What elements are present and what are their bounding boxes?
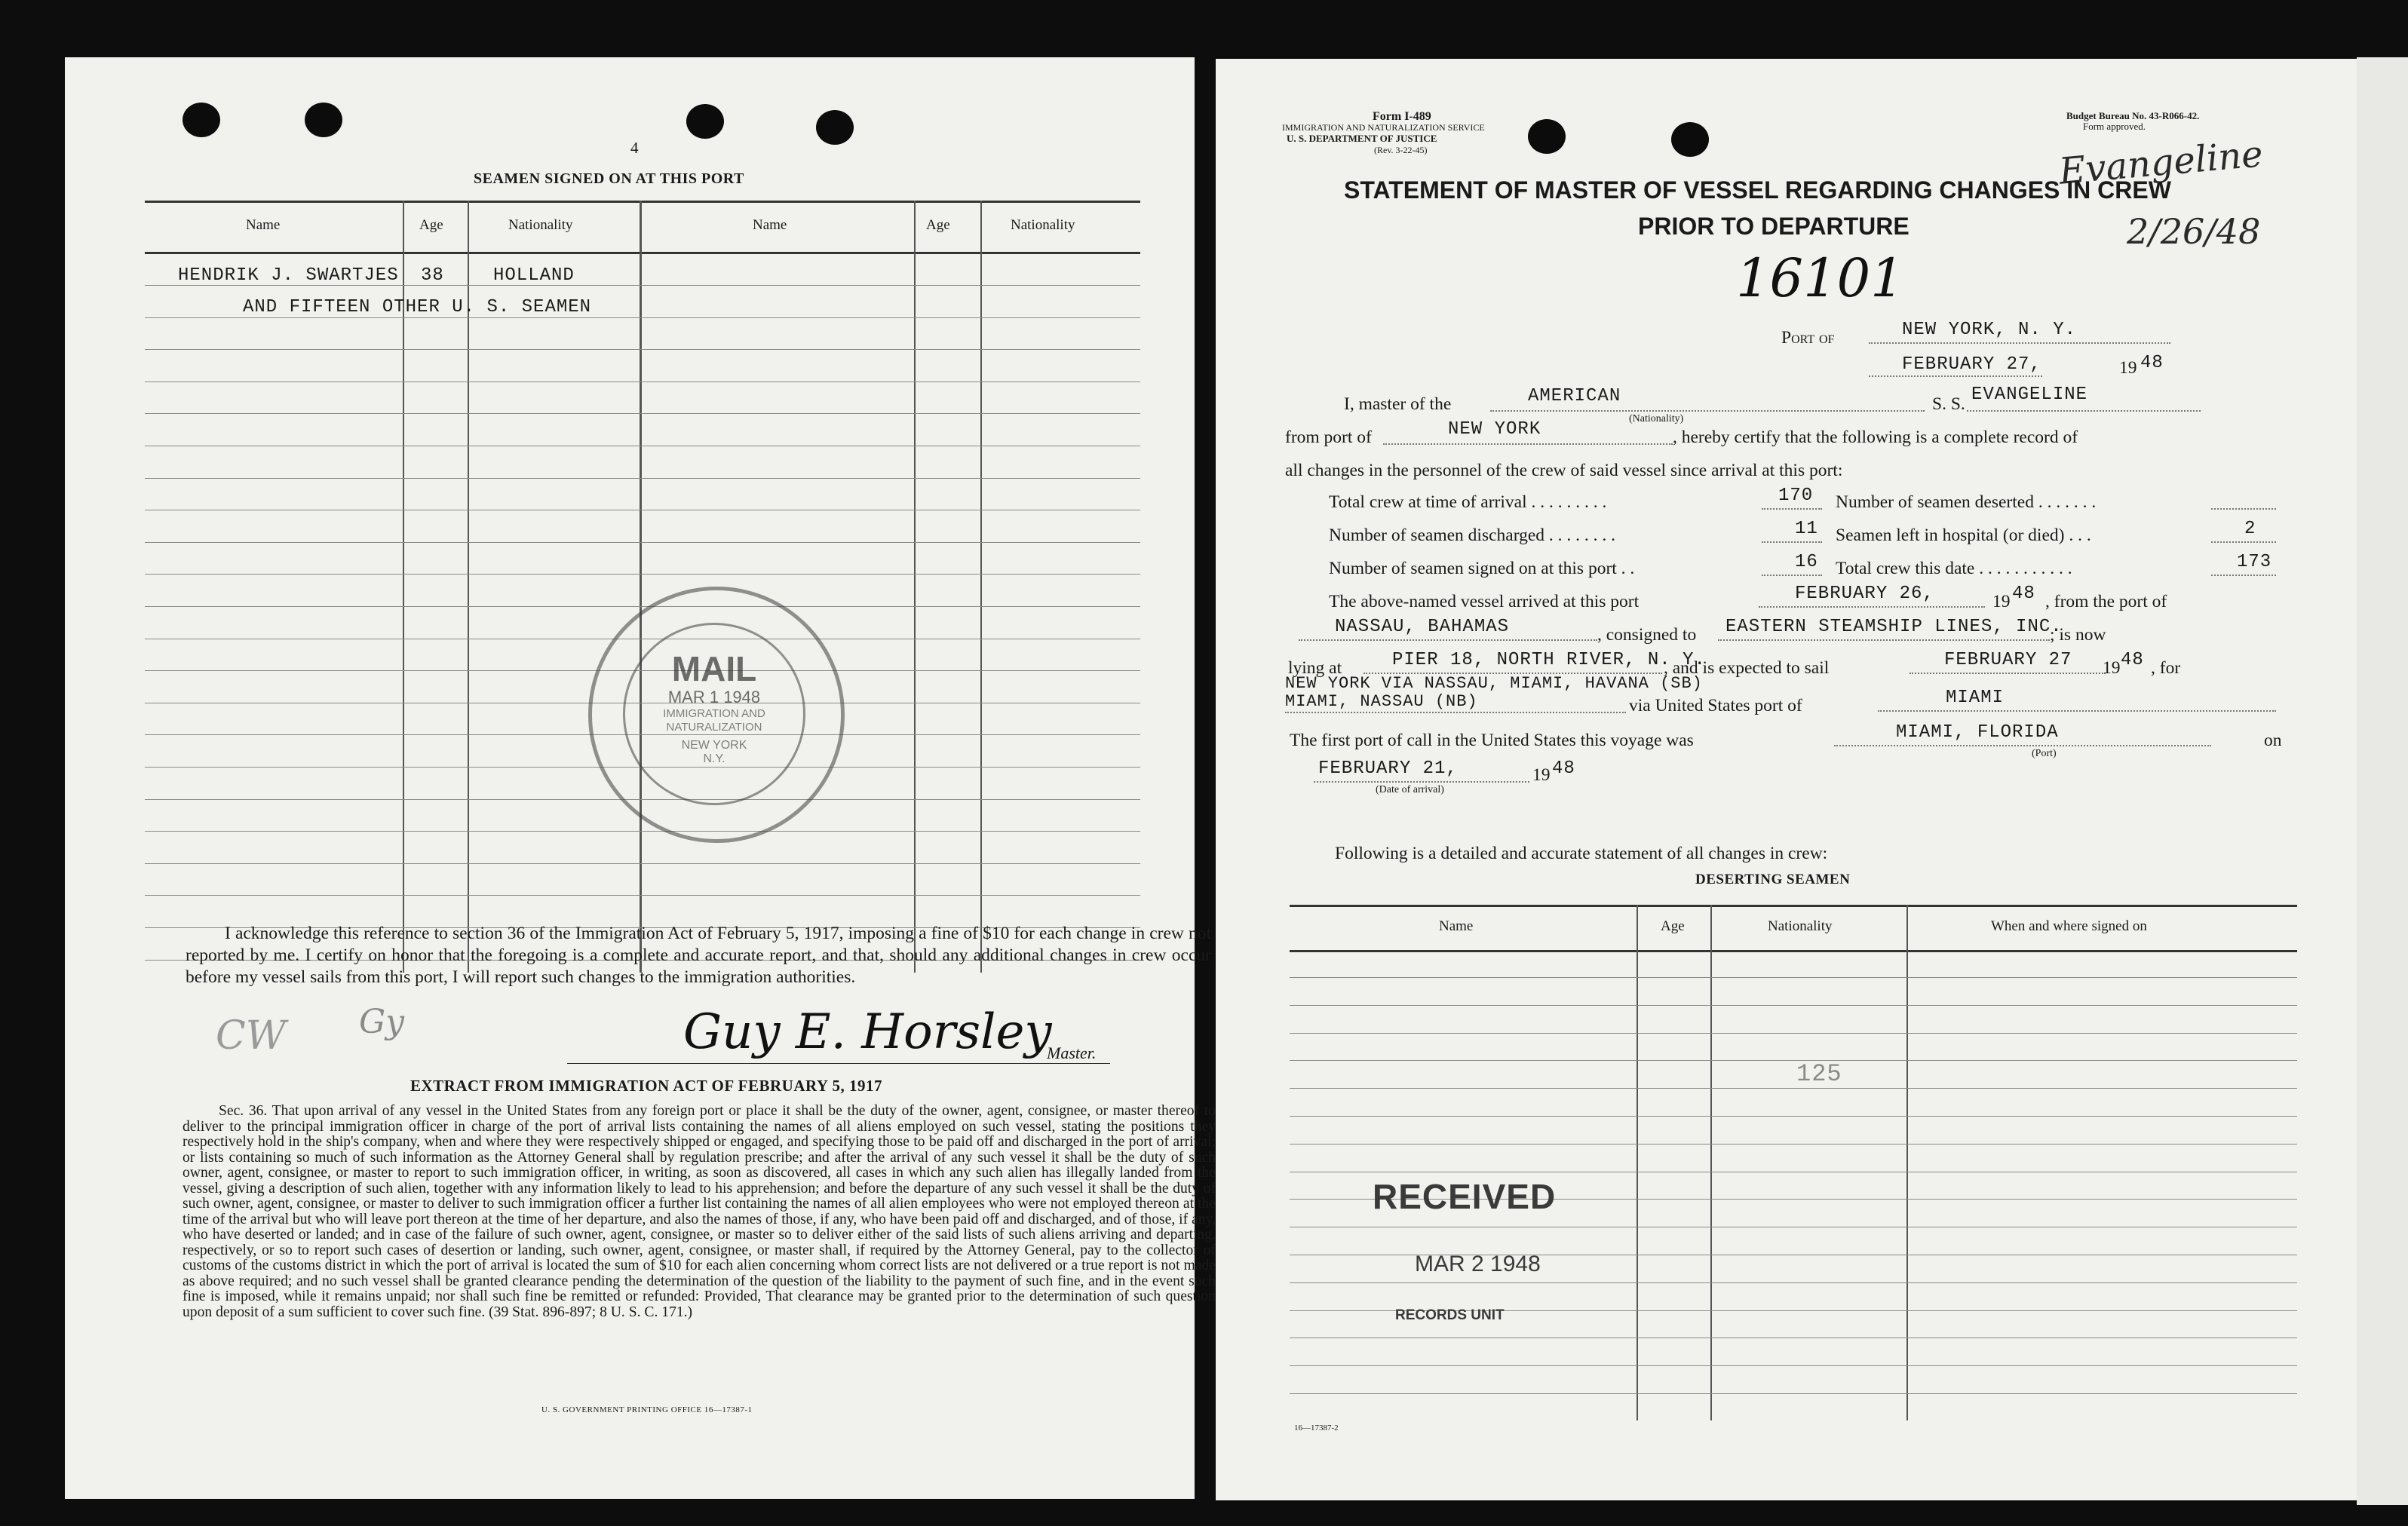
punch-hole	[686, 104, 724, 139]
punch-hole	[1671, 122, 1709, 157]
stat-value: 16	[1795, 552, 1818, 572]
signature-line	[567, 1063, 1110, 1064]
port-label: Port of	[1781, 328, 1835, 348]
year-prefix: 19	[1532, 765, 1551, 785]
row-rule	[145, 413, 1140, 414]
row-rule	[1290, 1033, 2297, 1034]
table-header-rule	[1290, 950, 2297, 952]
stamp-text: IMMIGRATION AND	[663, 707, 765, 720]
handwritten-date: 2/26/48	[2127, 211, 2261, 252]
header-name: Name	[1439, 918, 1474, 934]
row-rule	[145, 574, 1140, 575]
route-line-2: MIAMI, NASSAU (NB)	[1285, 692, 1478, 711]
column-rule	[1906, 905, 1908, 1420]
printing-office: U. S. GOVERNMENT PRINTING OFFICE 16—17387-1	[541, 1405, 753, 1414]
field-line	[1834, 745, 2211, 746]
form-subtitle: PRIOR TO DEPARTURE	[1638, 213, 1910, 240]
form-rev: (Rev. 3-22-45)	[1374, 145, 1428, 155]
route-line-1: NEW YORK VIA NASSAU, MIAMI, HAVANA (SB)	[1285, 674, 1703, 693]
ss-label: S. S.	[1932, 394, 1965, 414]
acknowledgement-text: I acknowledge this reference to section 36 of the Immigration Act of February 5, 1917, imposing a fine of $10 for each change in crew not reported by me. I certify on honor that the foregoing is a complete and accurate report, and that, should any additional changes in crew occur before my vessel sails from this port, I will report such changes to the immigration authorities.	[186, 924, 1211, 987]
field-line	[1869, 342, 2170, 344]
table-top-rule	[145, 201, 1140, 203]
header-nationality-2: Nationality	[1011, 217, 1075, 233]
departure-port: NASSAU, BAHAMAS	[1335, 617, 1510, 637]
received-stamp: RECEIVED	[1373, 1177, 1557, 1216]
table-row-nationality: HOLLAND	[493, 265, 575, 286]
master-label: Master.	[1047, 1043, 1097, 1062]
column-rule	[980, 201, 982, 973]
section-title: SEAMEN SIGNED ON AT THIS PORT	[474, 170, 744, 187]
field-line	[1869, 375, 2042, 377]
field-line	[1878, 710, 2276, 712]
extract-title: EXTRACT FROM IMMIGRATION ACT OF FEBRUARY 5, 1917	[410, 1077, 883, 1095]
faint-number: 125	[1796, 1060, 1842, 1088]
page-number: 4	[630, 139, 639, 157]
records-unit-stamp: RECORDS UNIT	[1395, 1307, 1505, 1323]
stat-value: 170	[1778, 486, 1814, 506]
budget-bureau: Budget Bureau No. 43-R066-42.	[2066, 110, 2200, 121]
year-prefix: 19	[2119, 358, 2137, 378]
port-value: NEW YORK, N. Y.	[1902, 320, 2077, 340]
arrived-year: 48	[2012, 584, 2035, 604]
extract-text: Sec. 36. That upon arrival of any vessel in the United States from any foreign port or place it shall be the duty of the owner, agent, consignee, or master thereof to deliver to the principal immigration officer in charge of the port of arrival lists containing the names of all aliens employed on such vessel, stating the positions they respectively hold in the ship's company, when and where they were respectively shipped or engaged, and specifying those to be paid off and discharged in the port of arrival; or lists containing so much of such information as the Attorney General shall by regulation prescribe; and after the arrival of any such vessel it shall be the duty of such owner, agent, consignee, or master to report to such immigration officer, in writing, as soon as discovered, all cases in which any such alien has illegally landed from the vessel, giving a description of such alien, together with any information likely to lead to his apprehension; and before the departure of any such vessel it shall be the duty of such owner, agent, consignee, or master to deliver to such immigration officer a further list containing the names of all alien employees who were not employed thereon at the time of the arrival but who will leave port thereon at the time of her departure, and also the names of those, if any, who have been paid off and discharged, and of those, if any, who have deserted or landed; and in case of the failure of such owner, agent, consignee, or master so to deliver either of the said lists of such aliens arriving and departing, respectively, or so to report such cases of desertion or landing, such owner, agent, consignee, or master shall, if required by the Attorney General, pay to the collector of customs of the customs district in which the port of arrival is located the sum of $10 for each alien concerning whom correct lists are not delivered or a true report is not made as above required; and no such vessel shall be granted clearance pending the determination of the question of the liability to the payment of such fine, and in the event such fine is imposed, while it remains unpaid; nor shall such fine be remitted or refunded: Provided, That clearance may be granted prior to the determination of such question upon deposit of a sum sufficient to cover such fine. (39 Stat. 896-897; 8 U. S. C. 171.)	[183, 1103, 1216, 1320]
arrived-text: The above-named vessel arrived at this port	[1329, 592, 1640, 611]
row-rule	[1290, 1365, 2297, 1366]
via-text: via United States port of	[1629, 696, 1802, 716]
stat-label: Number of seamen deserted . . . . . . .	[1836, 492, 2097, 512]
form-date: FEBRUARY 27,	[1902, 354, 2041, 375]
row-rule	[145, 606, 1140, 607]
consignee: EASTERN STEAMSHIP LINES, INC.	[1725, 617, 2063, 637]
stat-label: Total crew at time of arrival . . . . . . . . .	[1329, 492, 1607, 512]
table-top-rule	[1290, 905, 2297, 907]
arrival-year: 48	[1552, 758, 1575, 779]
field-line	[1762, 541, 1822, 543]
handwritten-initials: Gy	[359, 1003, 405, 1041]
for-label: , for	[2151, 658, 2181, 678]
form-department: U. S. DEPARTMENT OF JUSTICE	[1287, 133, 1437, 144]
certify-text-2: all changes in the personnel of the crew of said vessel since arrival at this port:	[1285, 461, 1843, 480]
form-number: Form I-489	[1373, 110, 1431, 123]
field-line	[1285, 712, 1626, 713]
header-nationality: Nationality	[508, 217, 573, 233]
lying-at-label: lying at	[1288, 658, 1342, 678]
column-rule	[1710, 905, 1712, 1420]
row-rule	[1290, 1116, 2297, 1117]
header-age: Age	[1661, 918, 1685, 934]
master-of-the-label: I, master of the	[1344, 394, 1452, 414]
row-rule	[1290, 1005, 2297, 1006]
sail-year: 48	[2121, 650, 2144, 670]
row-rule	[1290, 1060, 2297, 1061]
table-header-rule	[145, 252, 1140, 254]
field-line	[1490, 410, 1925, 412]
field-line	[1759, 606, 1985, 608]
form-approval: Form approved.	[2083, 121, 2146, 132]
table-row-name: HENDRIK J. SWARTJES	[178, 265, 399, 286]
row-rule	[145, 895, 1140, 896]
port-caption: (Port)	[2032, 748, 2057, 759]
via-port: MIAMI	[1946, 688, 2005, 708]
handwritten-initials: CW	[216, 1013, 287, 1059]
header-name-2: Name	[753, 217, 787, 233]
handwritten-file-number: 16101	[1736, 247, 1904, 309]
year-prefix: 19	[1992, 592, 2011, 611]
header-name: Name	[246, 217, 281, 233]
field-line	[1762, 575, 1822, 576]
sail-date: FEBRUARY 27	[1944, 650, 2072, 670]
field-line	[1718, 639, 2050, 641]
arrival-date: FEBRUARY 21,	[1318, 758, 1458, 779]
following-text: Following is a detailed and accurate statement of all changes in crew:	[1335, 844, 1828, 863]
row-rule	[145, 349, 1140, 350]
from-port-label: from port of	[1285, 427, 1372, 447]
from-port-of-text: , from the port of	[2045, 592, 2167, 611]
stat-value: 173	[2237, 552, 2272, 572]
column-rule	[640, 201, 642, 973]
punch-hole	[816, 110, 854, 145]
header-age-2: Age	[926, 217, 950, 233]
right-page	[1216, 59, 2362, 1500]
handwritten-ship-name: Evangeline	[2057, 133, 2265, 193]
stamp-state: N.Y.	[703, 752, 725, 765]
nationality-caption: (Nationality)	[1629, 413, 1684, 424]
column-rule	[1637, 905, 1638, 1420]
row-rule	[145, 542, 1140, 543]
stamp-city: NEW YORK	[681, 739, 747, 752]
field-line	[1910, 673, 2106, 674]
header-nationality: Nationality	[1768, 918, 1833, 934]
left-page	[65, 57, 1216, 1499]
row-rule	[145, 478, 1140, 479]
field-line	[1299, 639, 1597, 641]
field-line	[1967, 410, 2201, 412]
field-line	[1383, 443, 1673, 445]
received-date: MAR 2 1948	[1415, 1252, 1541, 1276]
stat-value: 11	[1795, 519, 1818, 539]
arrived-date: FEBRUARY 26,	[1795, 584, 1934, 604]
first-port: MIAMI, FLORIDA	[1896, 722, 2059, 743]
field-line	[1314, 781, 1529, 783]
row-rule	[145, 831, 1140, 832]
year-prefix: 19	[2103, 658, 2121, 678]
table-row-name: AND FIFTEEN OTHER U. S. SEAMEN	[243, 297, 592, 317]
field-line	[1762, 508, 1822, 510]
row-rule	[1290, 1088, 2297, 1089]
stamp-date: MAR 1 1948	[667, 688, 761, 706]
row-rule	[1290, 1393, 2297, 1394]
stat-label: Total crew this date . . . . . . . . . . .	[1836, 559, 2072, 578]
consigned-to-label: , consigned to	[1597, 625, 1697, 645]
first-port-text: The first port of call in the United States this voyage was	[1290, 731, 1694, 750]
form-service: IMMIGRATION AND NATURALIZATION SERVICE	[1282, 122, 1485, 133]
expected-sail-text: , and is expected to sail	[1664, 658, 1830, 678]
column-rule	[914, 201, 916, 973]
stamp-text: NATURALIZATION	[666, 721, 762, 734]
from-port-value: NEW YORK	[1448, 419, 1541, 440]
ship-name: EVANGELINE	[1971, 385, 2088, 405]
footer-code: 16—17387-2	[1294, 1423, 1339, 1433]
on-label: on	[2264, 731, 2282, 750]
stat-label: Number of seamen discharged . . . . . . . .	[1329, 526, 1616, 545]
stat-label: Number of seamen signed on at this port . .	[1329, 559, 1635, 578]
date-caption: (Date of arrival)	[1376, 784, 1444, 795]
row-rule	[1290, 1282, 2297, 1283]
nationality-value: AMERICAN	[1528, 386, 1621, 406]
table-row-age: 38	[421, 265, 444, 286]
certify-text: , hereby certify that the following is a complete record of	[1673, 427, 2078, 447]
stat-value: 2	[2244, 519, 2256, 539]
row-rule	[1290, 977, 2297, 978]
header-when-where: When and where signed on	[1991, 918, 2147, 934]
pier-location: PIER 18, NORTH RIVER, N. Y.	[1392, 650, 1706, 670]
stamp-word: MAIL	[671, 649, 757, 688]
page-edge	[2357, 57, 2408, 1505]
punch-hole	[1528, 119, 1566, 154]
row-rule	[145, 863, 1140, 864]
master-signature: Guy E. Horsley	[683, 1004, 1052, 1060]
punch-hole	[183, 103, 220, 137]
field-line	[2211, 575, 2276, 576]
form-title: STATEMENT OF MASTER OF VESSEL REGARDING CHANGES IN CREW	[1344, 176, 2171, 204]
is-now-label: ; is now	[2050, 625, 2106, 645]
deserting-title: DESERTING SEAMEN	[1695, 872, 1851, 887]
field-line	[2211, 541, 2276, 543]
punch-hole	[305, 103, 342, 137]
stat-label: Seamen left in hospital (or died) . . .	[1836, 526, 2091, 545]
year-value: 48	[2140, 353, 2164, 373]
field-line	[2211, 508, 2276, 510]
header-age: Age	[419, 217, 443, 233]
